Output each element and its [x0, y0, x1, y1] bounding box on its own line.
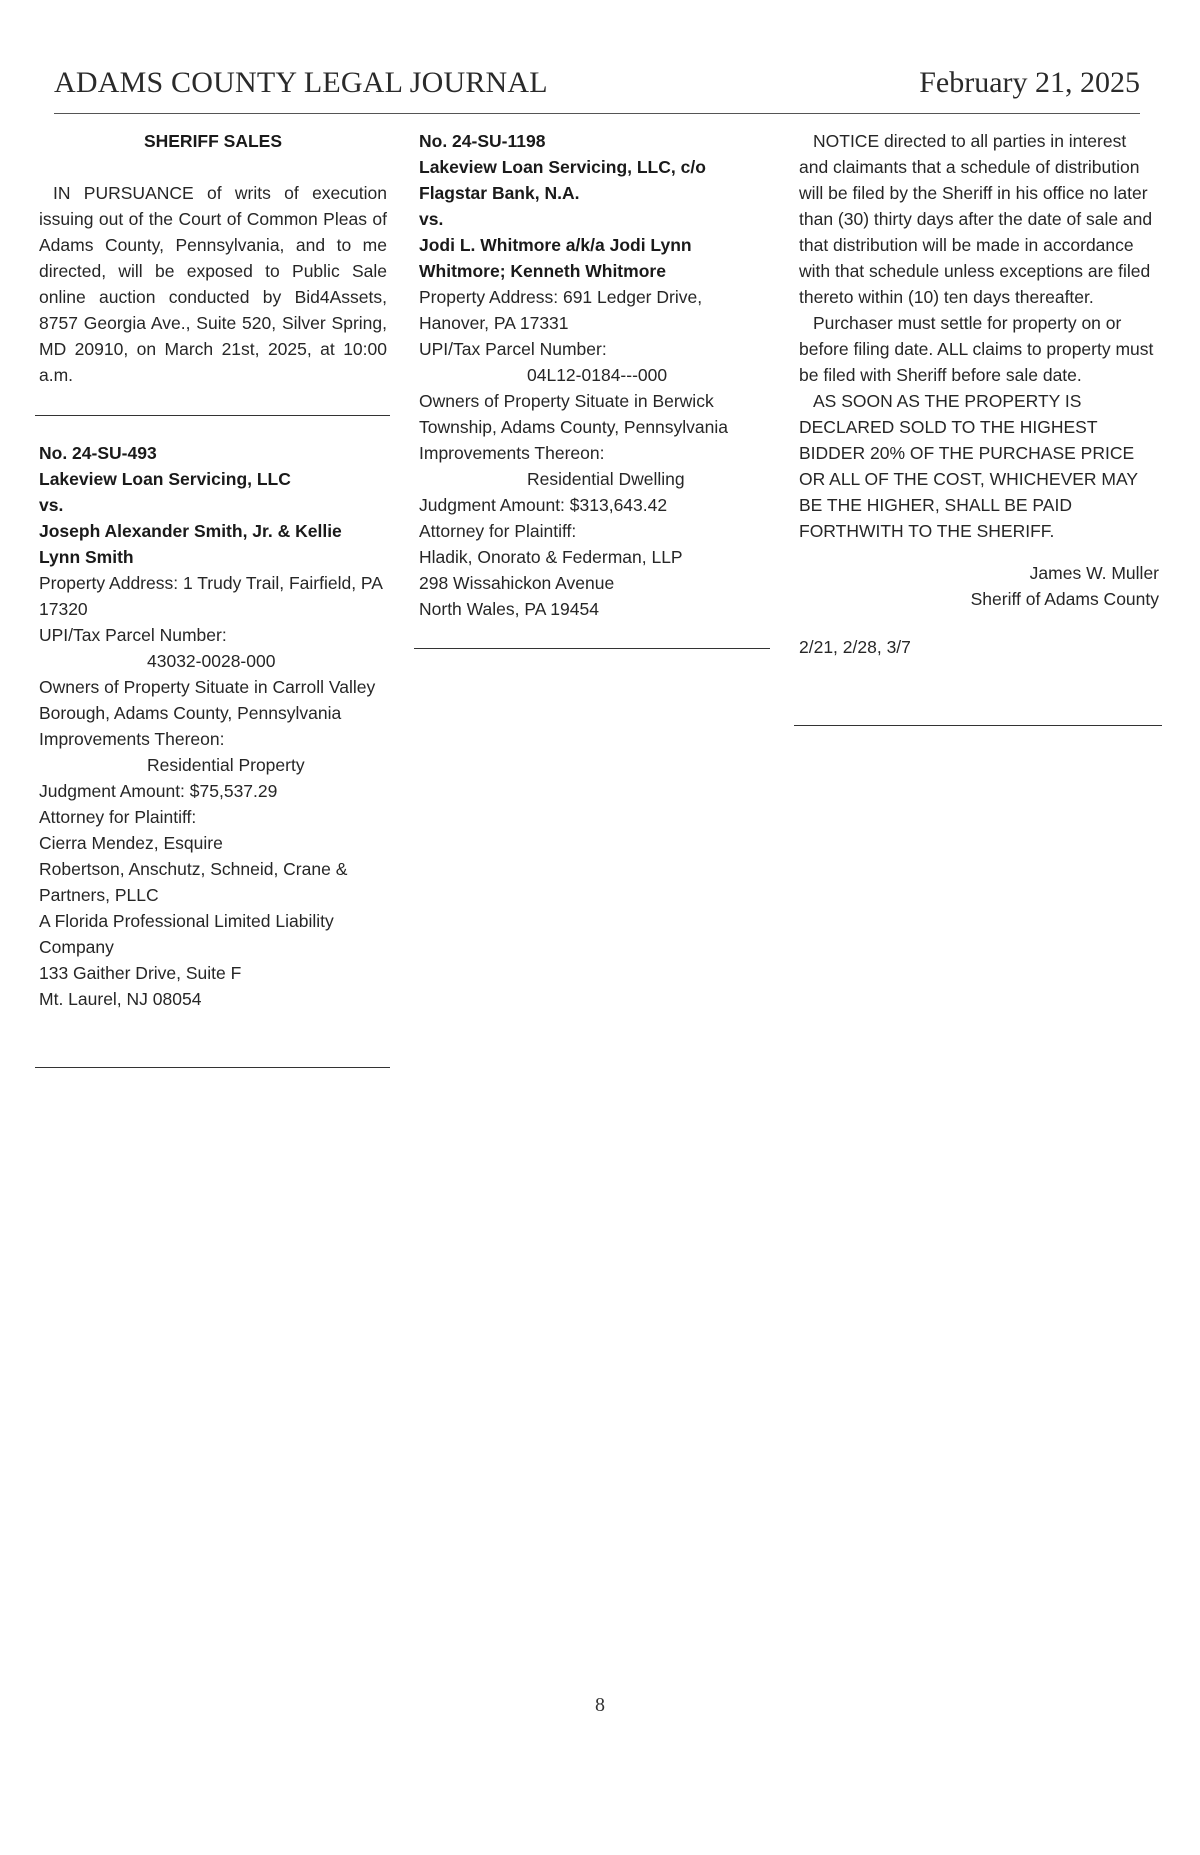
column-left — [39, 128, 387, 388]
divider — [794, 725, 1162, 726]
divider — [35, 415, 390, 416]
attorney-line: Cierra Mendez, Esquire — [39, 833, 223, 853]
page-number: 8 — [595, 1694, 605, 1716]
plaintiff: Lakeview Loan Servicing, LLC, c/o Flagstar Bank, N.A. — [419, 157, 706, 203]
intro-paragraph: IN PURSUANCE of writs of execution issuing out of the Court of Common Pleas of Adams County, Pennsylvania, and to me directed, will be exposed to Public Sale online auction conducted by Bid4Assets, 8757 Georgia Ave., Suite 520, Silver Spring, MD 20910, on March 21st, 2025, at 10:00 a.m. — [39, 183, 387, 385]
parcel-label: UPI/Tax Parcel Number: — [419, 339, 607, 359]
case-entry — [39, 440, 387, 1012]
publication-dates: 2/21, 2/28, 3/7 — [799, 637, 911, 657]
attorney-line: A Florida Professional Limited Liability Company — [39, 911, 334, 957]
plaintiff: Lakeview Loan Servicing, LLC — [39, 469, 291, 489]
property-address: Property Address: 691 Ledger Drive, Hanover, PA 17331 — [419, 287, 703, 333]
property-address: Property Address: 1 Trudy Trail, Fairfield, PA 17320 — [39, 573, 383, 619]
header-divider — [54, 113, 1140, 114]
signature-title: Sheriff of Adams County — [970, 589, 1159, 609]
attorney-line: 298 Wissahickon Avenue — [419, 573, 615, 593]
case-number: No. 24-SU-1198 — [419, 131, 546, 151]
judgment-amount: Judgment Amount: $313,643.42 — [419, 495, 668, 515]
notice-paragraph: AS SOON AS THE PROPERTY IS DECLARED SOLD TO THE HIGHEST BIDDER 20% OF THE PURCHASE PRICE OR ALL OF THE COST, WHICHEVER MAY BE THE HIGHER, SHALL BE PAID FORTHWITH TO THE SHERIFF. — [799, 391, 1138, 541]
attorney-line: Mt. Laurel, NJ 08054 — [39, 989, 202, 1009]
defendants: Jodi L. Whitmore a/k/a Jodi Lynn Whitmore; Kenneth Whitmore — [419, 235, 692, 281]
attorney-line: 133 Gaither Drive, Suite F — [39, 963, 242, 983]
versus: vs. — [39, 495, 64, 515]
owners: Owners of Property Situate in Carroll Valley Borough, Adams County, Pennsylvania — [39, 677, 376, 723]
parcel-number: 04L12-0184---000 — [527, 365, 668, 385]
journal-title: ADAMS COUNTY LEGAL JOURNAL — [54, 66, 548, 99]
column-right — [799, 128, 1159, 660]
notice-paragraph: NOTICE directed to all parties in interest and claimants that a schedule of distribution will be filed by the Sheriff in his office no later than (30) thirty days after the date of sale and that distribution will be made in accordance with that schedule unless exceptions are filed thereto within (10) ten days thereafter. — [799, 131, 1153, 307]
versus: vs. — [419, 209, 444, 229]
issue-date: February 21, 2025 — [919, 66, 1140, 99]
improvements-label: Improvements Thereon: — [39, 729, 225, 749]
divider — [414, 648, 770, 649]
section-heading: SHERIFF SALES — [143, 131, 283, 151]
attorney-label: Attorney for Plaintiff: — [39, 807, 197, 827]
improvements: Residential Property — [147, 755, 305, 775]
judgment-amount: Judgment Amount: $75,537.29 — [39, 781, 278, 801]
column-middle — [419, 128, 767, 622]
attorney-label: Attorney for Plaintiff: — [419, 521, 577, 541]
parcel-number: 43032-0028-000 — [147, 651, 276, 671]
case-number: No. 24-SU-493 — [39, 443, 157, 463]
improvements: Residential Dwelling — [527, 469, 685, 489]
attorney-line: North Wales, PA 19454 — [419, 599, 599, 619]
signature-name: James W. Muller — [1029, 563, 1159, 583]
parcel-label: UPI/Tax Parcel Number: — [39, 625, 227, 645]
divider — [35, 1067, 390, 1068]
improvements-label: Improvements Thereon: — [419, 443, 605, 463]
attorney-line: Robertson, Anschutz, Schneid, Crane & Partners, PLLC — [39, 859, 348, 905]
attorney-line: Hladik, Onorato & Federman, LLP — [419, 547, 683, 567]
notice-paragraph: Purchaser must settle for property on or before filing date. ALL claims to property must be filed with Sheriff before sale date. — [799, 313, 1154, 385]
owners: Owners of Property Situate in Berwick Township, Adams County, Pennsylvania — [419, 391, 729, 437]
defendants: Joseph Alexander Smith, Jr. & Kellie Lynn Smith — [39, 521, 342, 567]
